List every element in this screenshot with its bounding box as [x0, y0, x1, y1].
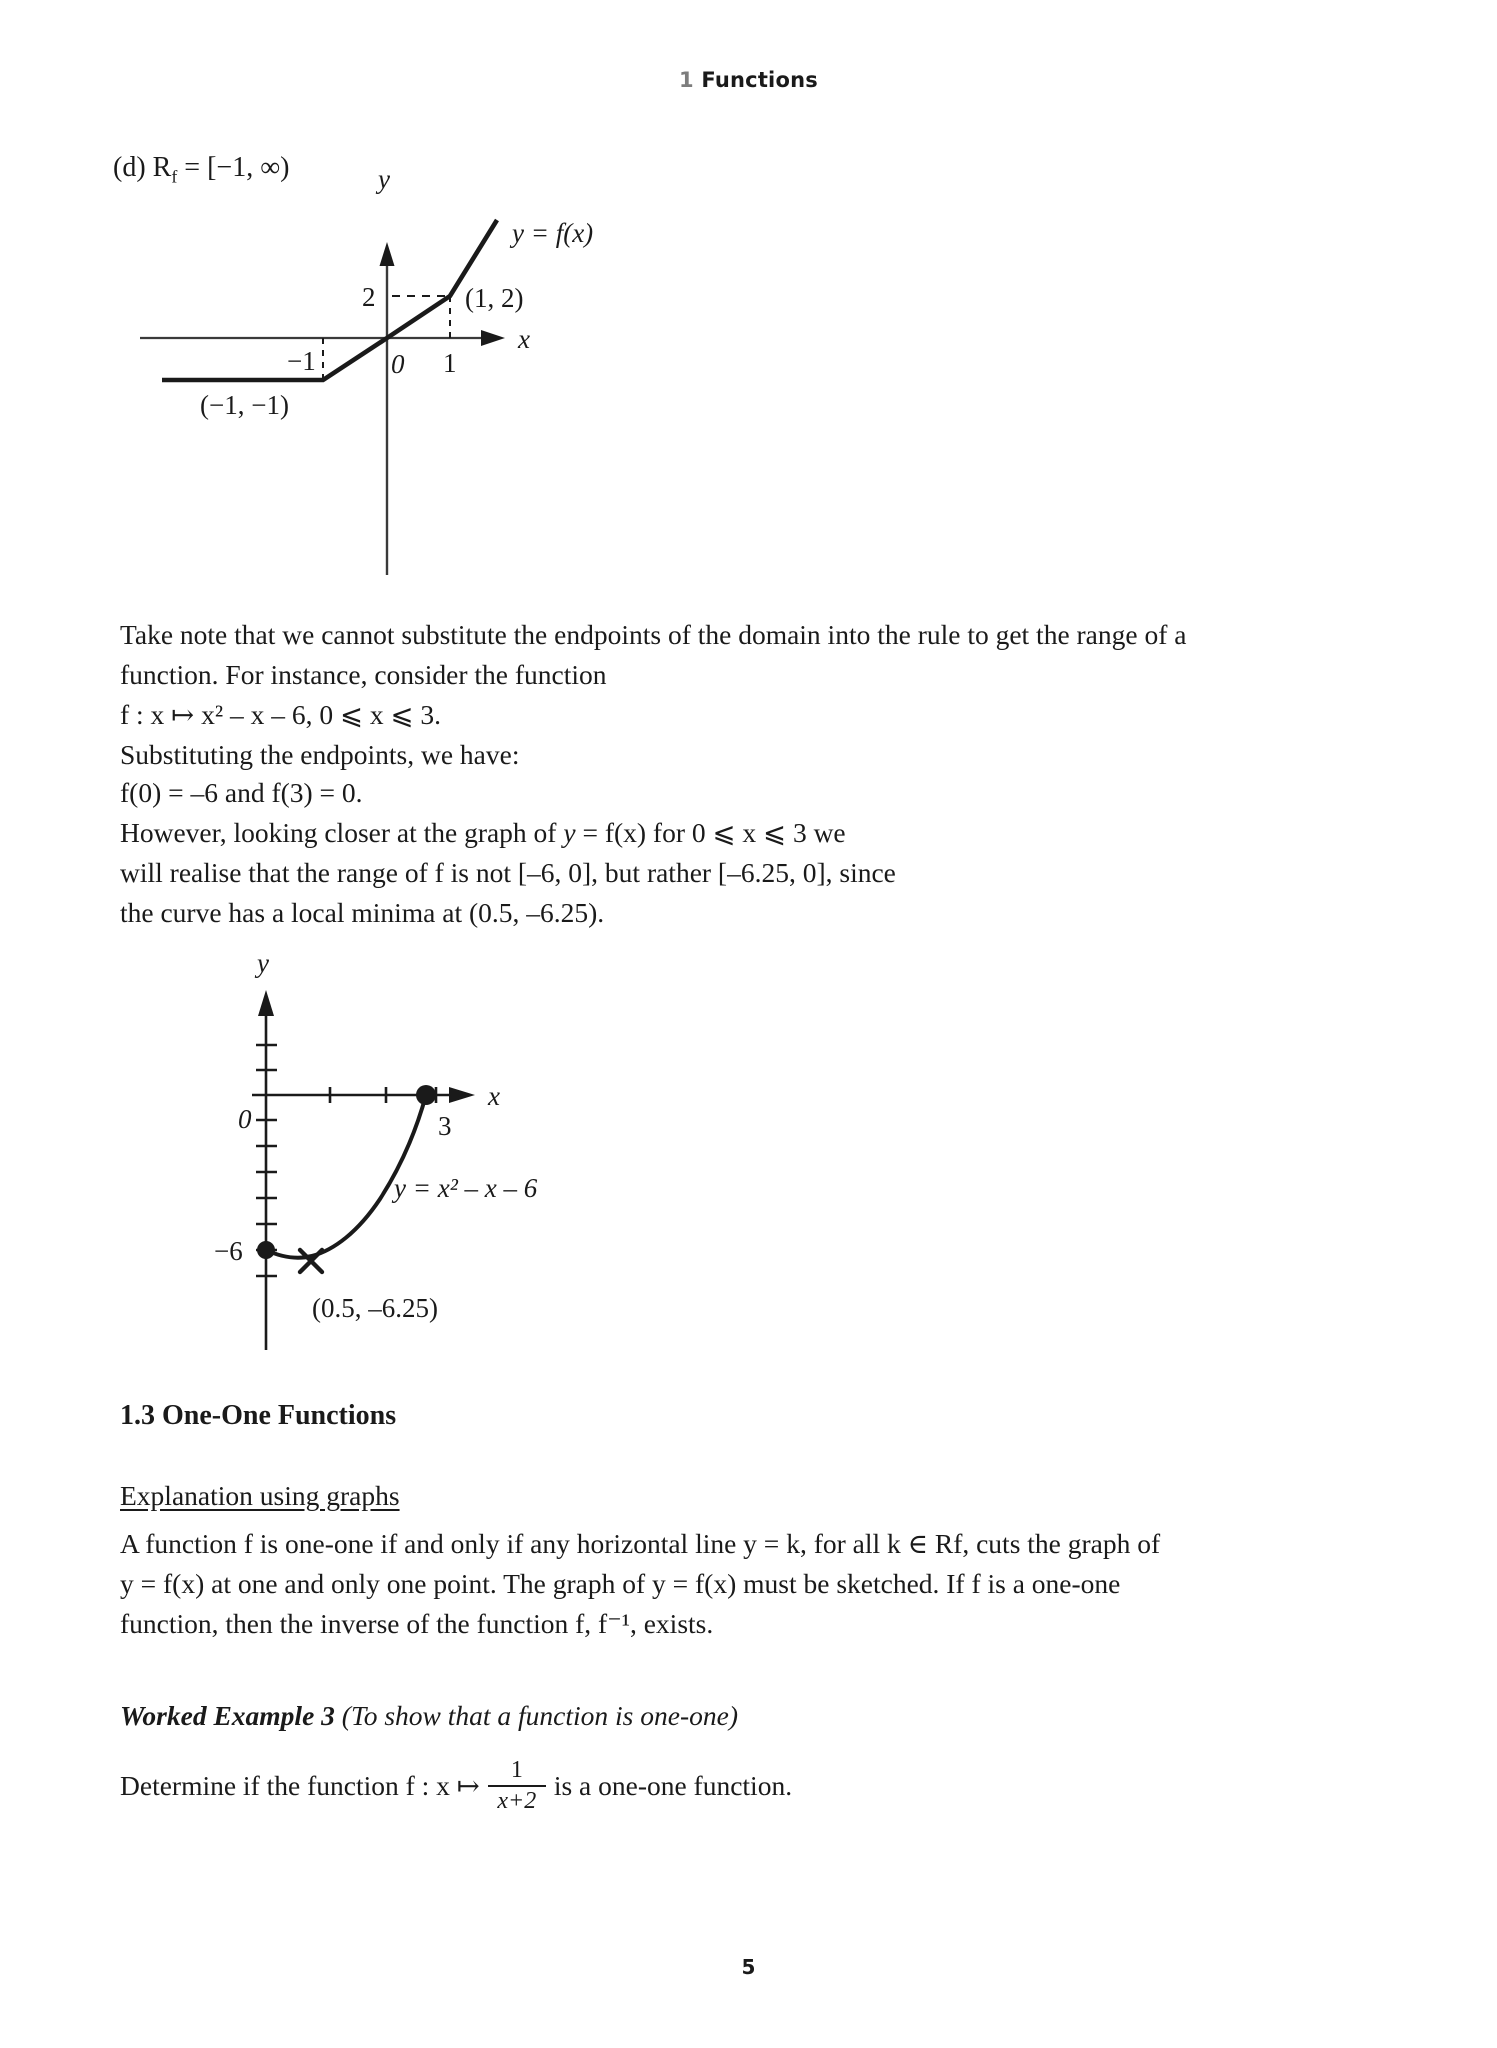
- paragraph-2-line-4: the curve has a local minima at (0.5, –6.25).: [120, 897, 605, 928]
- paragraph-range-explanation: [120, 773, 1410, 933]
- item-d-value: = [−1, ∞): [177, 152, 290, 183]
- figure1-x-axis-label: x: [518, 324, 530, 354]
- paragraph-2-line-2-rest: = f(x) for 0 ⩽ x ⩽ 3 we: [575, 817, 846, 848]
- paragraph-2-line-1: f(0) = –6 and f(3) = 0.: [120, 777, 363, 808]
- minimum-cross: [300, 1250, 322, 1272]
- paragraph-3-line-1: A function f is one-one if and only if any horizontal line y = k, for all k ∈ Rf, cuts the graph of: [120, 1528, 1161, 1559]
- paragraph-one-one-definition: [120, 1524, 1420, 1644]
- running-head: [0, 68, 1497, 92]
- chapter-number: 1: [679, 68, 694, 92]
- worked-example-title-bold: Worked Example 3: [120, 1700, 335, 1731]
- worked-example-question-suffix: is a one-one function.: [553, 1770, 793, 1802]
- figure1-y-axis-label: y: [378, 164, 390, 194]
- endpoint-dot-right: [416, 1085, 436, 1105]
- fraction-denominator: x+2: [497, 1788, 537, 1815]
- figure2-y-axis-label: y: [257, 948, 269, 978]
- figure1-point-label-neg1-neg1: (−1, −1): [200, 390, 289, 420]
- worked-example-title-italic: (To show that a function is one-one): [334, 1700, 738, 1731]
- fraction-one-over-x-plus-2: [488, 1758, 546, 1814]
- worked-example-title: [120, 1700, 738, 1732]
- chapter-title: Functions: [701, 68, 818, 92]
- figure1-tick-label-1: 1: [443, 348, 457, 378]
- worked-example-question-prefix: Determine if the function f : x ↦: [120, 1770, 480, 1802]
- section-heading-one-one-functions: 1.3 One-One Functions: [120, 1400, 397, 1431]
- figure1-curve-label: y = f(x): [512, 218, 594, 248]
- figure1-tick-label-2: 2: [362, 282, 376, 312]
- item-d-label: (d) R: [113, 152, 172, 183]
- page-number: 5: [741, 1955, 756, 1979]
- figure2-tick-label-neg6: −6: [214, 1236, 243, 1266]
- fraction-bar: [488, 1785, 546, 1787]
- figure2-x-axis-label: x: [488, 1081, 500, 1111]
- figure1-origin-label: 0: [391, 349, 405, 379]
- figure1-point-label-1-2: (1, 2): [465, 283, 524, 313]
- paragraph-3-line-2: y = f(x) at one and only one point. The graph of y = f(x) must be sketched. If f is a one-one: [120, 1568, 1121, 1599]
- item-d-subscript: f: [171, 166, 178, 187]
- worked-example-question: [120, 1758, 792, 1814]
- figure-piecewise-graph: [140, 164, 700, 600]
- paragraph-3-line-3: function, then the inverse of the function f, f⁻¹, exists.: [120, 1608, 714, 1639]
- figure2-minimum-label: (0.5, –6.25): [312, 1293, 438, 1323]
- paragraph-1-line-2: function. For instance, consider the function: [120, 659, 607, 690]
- figure2-origin-label: 0: [238, 1104, 252, 1134]
- endpoint-dot-left: [257, 1241, 275, 1259]
- paragraph-2-line-2-variable: y: [563, 817, 576, 848]
- paragraph-1-line-3: Substituting the endpoints, we have:: [120, 739, 520, 770]
- figure-parabola-graph: [214, 948, 730, 1380]
- item-d-answer: [113, 148, 290, 188]
- sub-heading-explanation-using-graphs: Explanation using graphs: [120, 1480, 400, 1511]
- fraction-numerator: 1: [510, 1757, 523, 1783]
- figure2-root-label-3: 3: [438, 1111, 452, 1141]
- paragraph-2-line-3: will realise that the range of f is not [–6, 0], but rather [–6.25, 0], since: [120, 857, 896, 888]
- paragraph-2-line-2: [120, 813, 1410, 853]
- figure2-curve-label: y = x² – x – 6: [394, 1173, 538, 1203]
- paragraph-1-line-1: Take note that we cannot substitute the endpoints of the domain into the rule to get the range of a: [120, 619, 1187, 650]
- figure1-tick-label-neg1: −1: [287, 346, 316, 376]
- paragraph-2-line-2-prefix: However, looking closer at the graph of: [120, 817, 564, 848]
- paragraph-1-formula: f : x ↦ x² – x – 6, 0 ⩽ x ⩽ 3.: [120, 699, 442, 730]
- paragraph-endpoints-note: [120, 615, 1410, 775]
